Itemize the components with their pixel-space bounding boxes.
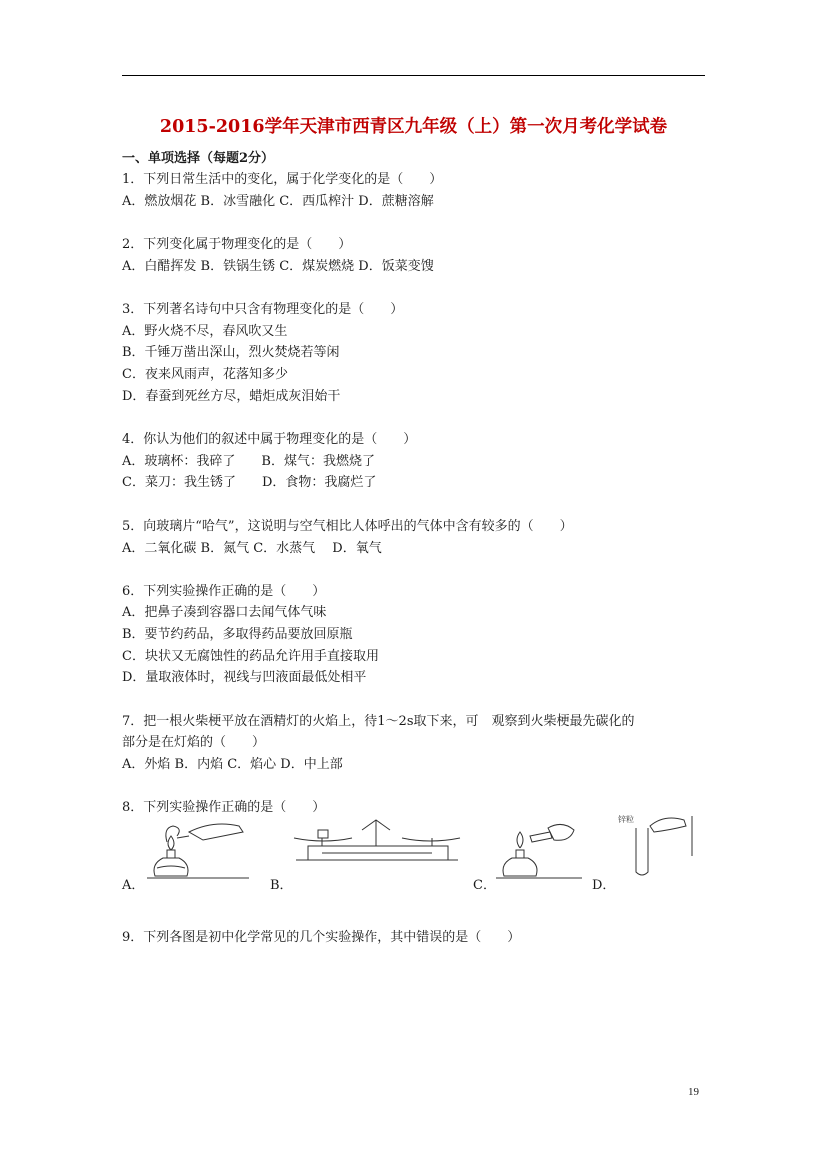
question-6-option-c: C．块状又无腐蚀性的药品允许用手直接取用 [122,649,379,664]
question-6: 6．下列实验操作正确的是（ ） [122,584,326,599]
question-3-option-b: B．千锤万凿出深山，烈火焚烧若等闲 [122,345,340,360]
q8-option-d-label: D． [592,878,616,893]
q8-figure-d-label: 锌粒 [618,815,634,824]
page-number: 19 [688,1086,699,1098]
question-3: 3．下列著名诗句中只含有物理变化的是（ ） [122,302,404,317]
question-3-option-a: A．野火烧不尽，春风吹又生 [122,324,288,339]
question-4: 4．你认为他们的叙述中属于物理变化的是（ ） [122,432,417,447]
q8-figure-a-lighting-lamp [143,818,251,882]
q8-option-c-label: C． [473,878,496,893]
question-1-options: A．燃放烟花 B．冰雪融化 C．西瓜榨汁 D．蔗糖溶解 [122,194,434,209]
question-5-options: A．二氧化碳 B．氮气 C．水蒸气 D．氧气 [122,541,382,556]
question-2: 2．下列变化属于物理变化的是（ ） [122,237,352,252]
question-1: 1．下列日常生活中的变化，属于化学变化的是（ ） [122,172,443,187]
q8-figure-b-balance [292,818,462,868]
question-3-option-c: C．夜来风雨声，花落知多少 [122,367,288,382]
q8-option-a-label: A． [122,878,145,893]
question-7-cont: 部分是在灯焰的（ ） [122,735,266,750]
question-6-option-b: B．要节约药品，多取得药品要放回原瓶 [122,627,353,642]
question-5: 5．向玻璃片“哈气”，这说明与空气相比人体呼出的气体中含有较多的（ ） [122,519,573,534]
page-title: 2015-2016学年天津市西青区九年级（上）第一次月考化学试卷 [159,117,668,137]
question-6-option-d: D．量取液体时，视线与凹液面最低处相平 [122,670,367,685]
question-8: 8．下列实验操作正确的是（ ） [122,800,326,815]
header-rule [122,75,705,76]
question-9: 9．下列各图是初中化学常见的几个实验操作，其中错误的是（ ） [122,930,521,945]
question-4-options-cd: C．菜刀：我生锈了 D．食物：我腐烂了 [122,475,377,490]
question-6-option-a: A．把鼻子凑到容器口去闻气体气味 [122,605,327,620]
question-4-options-ab: A．玻璃杯：我碎了 B．煤气：我燃烧了 [122,454,375,469]
question-7: 7．把一根火柴梗平放在酒精灯的火焰上，待1～2s取下来，可 观察到火柴梗最先碳化的 [122,714,635,729]
q8-figure-d-adding-zinc [614,812,698,878]
section-heading: 一、单项选择（每题2分） [122,151,275,166]
q8-figure-c-lamp-lighting [494,818,584,882]
question-3-option-d: D．春蚕到死丝方尽，蜡炬成灰泪始干 [122,389,341,404]
q8-option-b-label: B． [270,878,293,893]
question-7-options: A．外焰 B．内焰 C．焰心 D．中上部 [122,757,343,772]
question-2-options: A．白醋挥发 B．铁锅生锈 C．煤炭燃烧 D．饭菜变馊 [122,259,434,274]
